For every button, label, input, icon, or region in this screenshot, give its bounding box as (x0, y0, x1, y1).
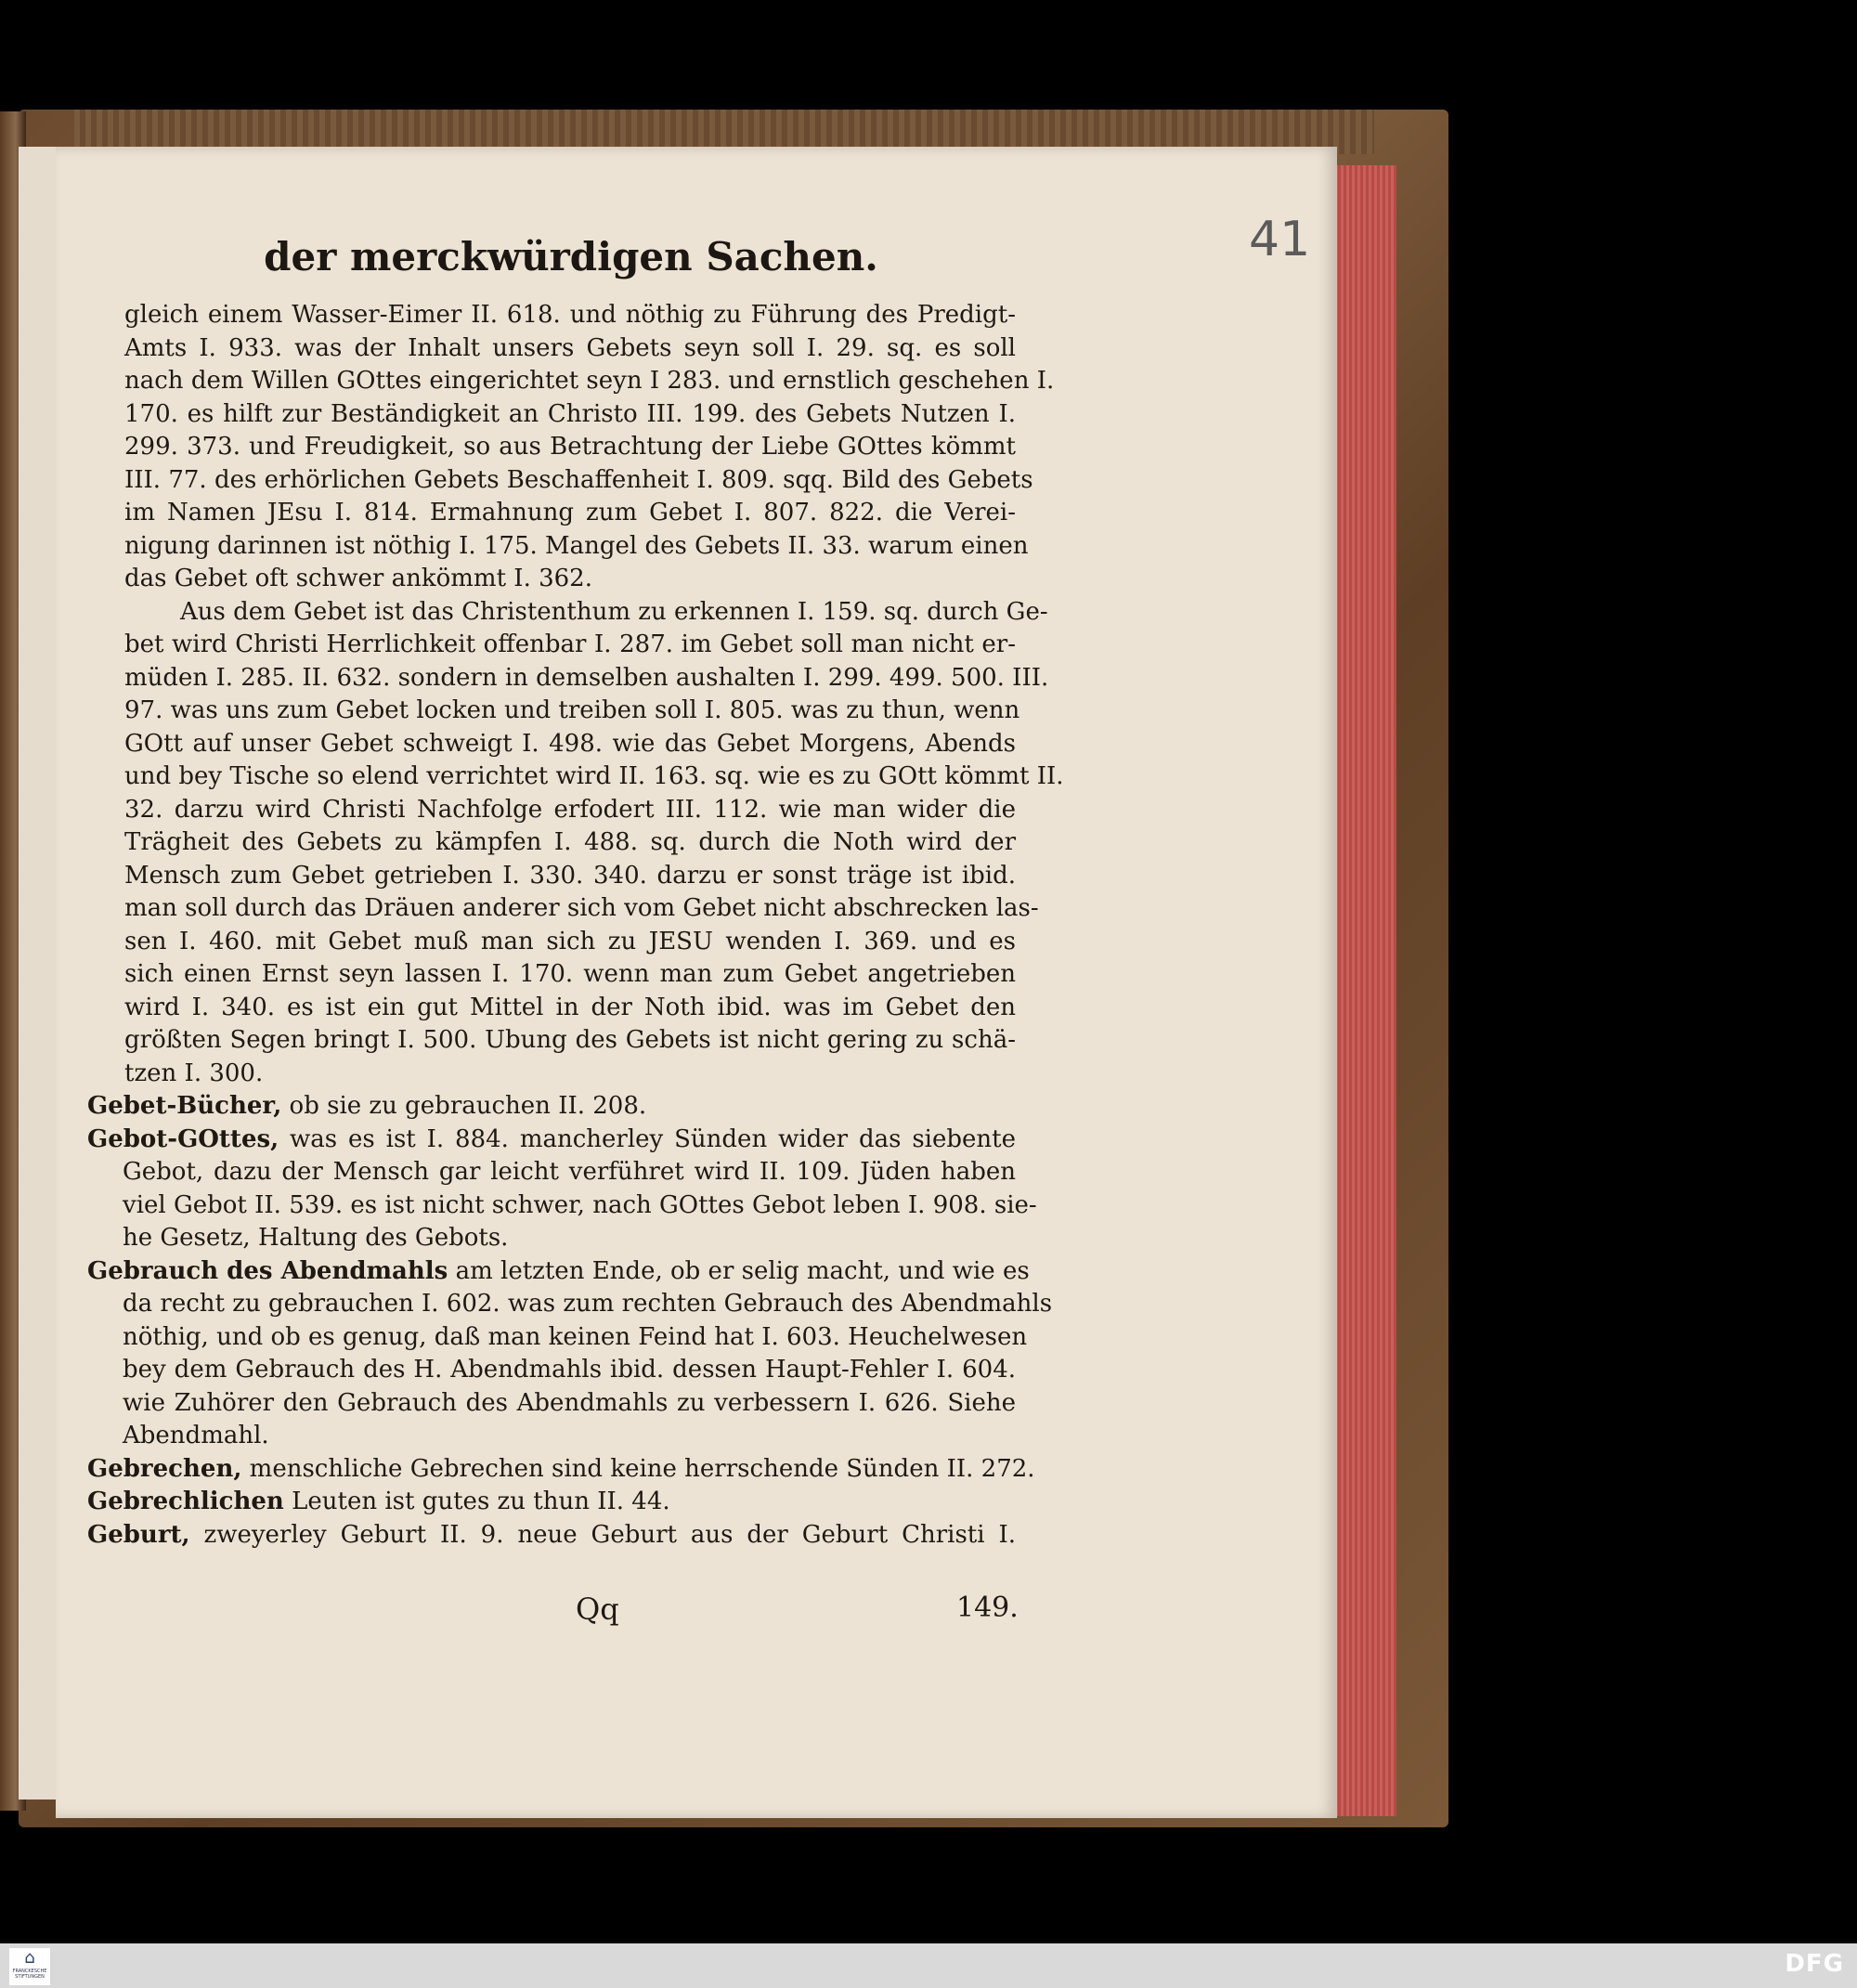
text-line (87, 332, 1016, 366)
line-text: GOtt auf unser Gebet schweigt I. 498. wie das Gebet Morgens, Abends (124, 729, 1016, 758)
index-lemma: Gebrechen, (87, 1454, 242, 1483)
text-line (87, 892, 1039, 926)
text-line (87, 1420, 1016, 1453)
text-line (87, 1189, 1037, 1223)
line-text: nach dem Willen GOttes eingerichtet seyn I 283. und ernstlich geschehen I. (124, 367, 1055, 395)
signature-mark: Qq (576, 1592, 619, 1627)
text-line (87, 629, 1016, 662)
index-lemma: Gebrechlichen (87, 1488, 284, 1515)
line-text: ob sie zu gebrauchen II. 208. (281, 1092, 647, 1120)
line-text: Leuten ist gutes zu thun II. 44. (283, 1488, 670, 1515)
line-text: das Gebet oft schwer ankömmt I. 362. (124, 565, 592, 592)
text-line (87, 926, 1016, 959)
text-line (87, 398, 1016, 432)
logo-text: FRANCKESCHE STIFTUNGEN (12, 1969, 47, 1980)
text-line (87, 760, 1064, 794)
line-text: he Gesetz, Haltung des Gebots. (123, 1224, 509, 1252)
text-line (87, 1156, 1016, 1189)
line-text: nigung darinnen ist nöthig I. 175. Mangel des Gebets II. 33. warum einen (124, 531, 1029, 560)
line-text: zweyerley Geburt II. 9. neue Geburt aus der Geburt Christi I. (189, 1520, 1016, 1549)
line-text: wird I. 340. es ist ein gut Mittel in der Noth ibid. was im Gebet den (124, 993, 1016, 1021)
line-text: gleich einem Wasser-Eimer II. 618. und nöthig zu Führung des Predigt- (124, 301, 1016, 329)
text-line (87, 1453, 1035, 1487)
text-line (87, 365, 1055, 398)
line-text: sen I. 460. mit Gebet muß man sich zu JESU wenden I. 369. und es (124, 927, 1016, 955)
line-text: und bey Tische so elend verrichtet wird II. 163. sq. wie es zu GOtt kömmt II. (124, 762, 1064, 790)
line-text: 299. 373. und Freudigkeit, so aus Betrachtung der Liebe GOttes kömmt (124, 433, 1016, 461)
text-line (87, 1486, 1016, 1519)
text-line (87, 1519, 1016, 1553)
line-text: Abendmahl. (123, 1422, 269, 1449)
line-text: müden I. 285. II. 632. sondern in demselben aushalten I. 299. 499. 500. III. (124, 663, 1049, 692)
line-text: III. 77. des erhörlichen Gebets Beschaffenheit I. 809. sqq. Bild des Gebets (124, 465, 1033, 494)
line-text: Gebot, dazu der Mensch gar leicht verführet wird II. 109. Jüden haben (123, 1158, 1016, 1186)
text-line (87, 299, 1016, 332)
viewer-bottom-bar (0, 1943, 1857, 1988)
text-line (87, 662, 1049, 695)
text-line (87, 1255, 1030, 1289)
line-text: Amts I. 933. was der Inhalt unsers Gebets seyn soll I. 29. sq. es soll (124, 333, 1016, 362)
left-page-edge (19, 147, 56, 1800)
page-edges (1330, 165, 1396, 1816)
index-text-block (87, 299, 1064, 1552)
text-line (87, 497, 1016, 530)
text-line (87, 1124, 1016, 1157)
text-line (87, 431, 1016, 464)
text-line (87, 1024, 1016, 1058)
line-text: größten Segen bringt I. 500. Ubung des Gebets ist nicht gering zu schä- (124, 1026, 1016, 1054)
line-text: am letzten Ende, ob er selig macht, und wie es (448, 1256, 1030, 1285)
dfg-badge[interactable]: DFG (1785, 1950, 1844, 1978)
text-line (87, 1387, 1016, 1421)
line-text: viel Gebot II. 539. es ist nicht schwer, nach GOttes Gebot leben I. 908. sie- (123, 1190, 1037, 1219)
text-line (87, 530, 1029, 564)
text-line (87, 1288, 1053, 1321)
text-line (87, 728, 1016, 761)
text-line (87, 1058, 1016, 1091)
folio-number: 41 (1249, 212, 1311, 267)
catchword: 149. (956, 1592, 1019, 1624)
line-text: 97. was uns zum Gebet locken und treiben soll I. 805. was zu thun, wenn (124, 696, 1020, 724)
line-text: Trägheit des Gebets zu kämpfen I. 488. sq. durch die Noth wird der (124, 828, 1016, 856)
text-line (87, 826, 1016, 860)
text-line (87, 695, 1020, 728)
line-text: 170. es hilft zur Beständigkeit an Christo III. 199. des Gebets Nutzen I. (124, 399, 1016, 428)
line-text: im Namen JEsu I. 814. Ermahnung zum Gebet I. 807. 822. die Verei- (124, 499, 1016, 526)
index-lemma: Gebot-GOttes, (87, 1124, 279, 1153)
text-line (87, 1222, 1016, 1255)
text-line (87, 860, 1016, 893)
text-line (87, 1090, 1016, 1124)
text-line (87, 563, 1016, 596)
text-line (87, 794, 1016, 827)
text-line (87, 596, 1048, 630)
text-line (87, 958, 1016, 992)
running-head: der merckwürdigen Sachen. (264, 234, 878, 279)
line-text: bet wird Christi Herrlichkeit offenbar I. 287. im Gebet soll man nicht er- (124, 630, 1016, 658)
text-line (87, 1321, 1028, 1355)
building-icon: ⌂ (24, 1948, 35, 1968)
text-line (87, 1354, 1016, 1387)
line-text: 32. darzu wird Christi Nachfolge erfodert III. 112. wie man wider die (124, 795, 1016, 824)
line-text: da recht zu gebrauchen I. 602. was zum rechten Gebrauch des Abendmahls (123, 1290, 1053, 1318)
index-lemma: Gebrauch des Abendmahls (87, 1256, 448, 1285)
line-text: Mensch zum Gebet getrieben I. 330. 340. darzu er sonst träge ist ibid. (124, 861, 1016, 890)
line-text: sich einen Ernst seyn lassen I. 170. wenn man zum Gebet angetrieben (124, 960, 1016, 988)
line-text: menschliche Gebrechen sind keine herrschende Sünden II. 272. (241, 1454, 1035, 1483)
line-text: nöthig, und ob es genug, daß man keinen Feind hat I. 603. Heuchelwesen (123, 1322, 1028, 1351)
institution-logo[interactable] (9, 1948, 50, 1985)
line-text: wie Zuhörer den Gebrauch des Abendmahls zu verbessern I. 626. Siehe (123, 1388, 1016, 1417)
index-lemma: Geburt, (87, 1520, 190, 1549)
text-line (87, 992, 1016, 1025)
line-text: bey dem Gebrauch des H. Abendmahls ibid. dessen Haupt-Fehler I. 604. (123, 1356, 1016, 1384)
line-text: Aus dem Gebet ist das Christenthum zu erkennen I. 159. sq. durch Ge- (180, 597, 1048, 626)
text-line (87, 464, 1033, 498)
line-text: was es ist I. 884. mancherley Sünden wider das siebente (279, 1124, 1016, 1153)
index-lemma: Gebet-Bücher, (87, 1092, 282, 1120)
line-text: tzen I. 300. (124, 1059, 264, 1087)
line-text: man soll durch das Dräuen anderer sich vom Gebet nicht abschrecken las- (124, 894, 1039, 922)
